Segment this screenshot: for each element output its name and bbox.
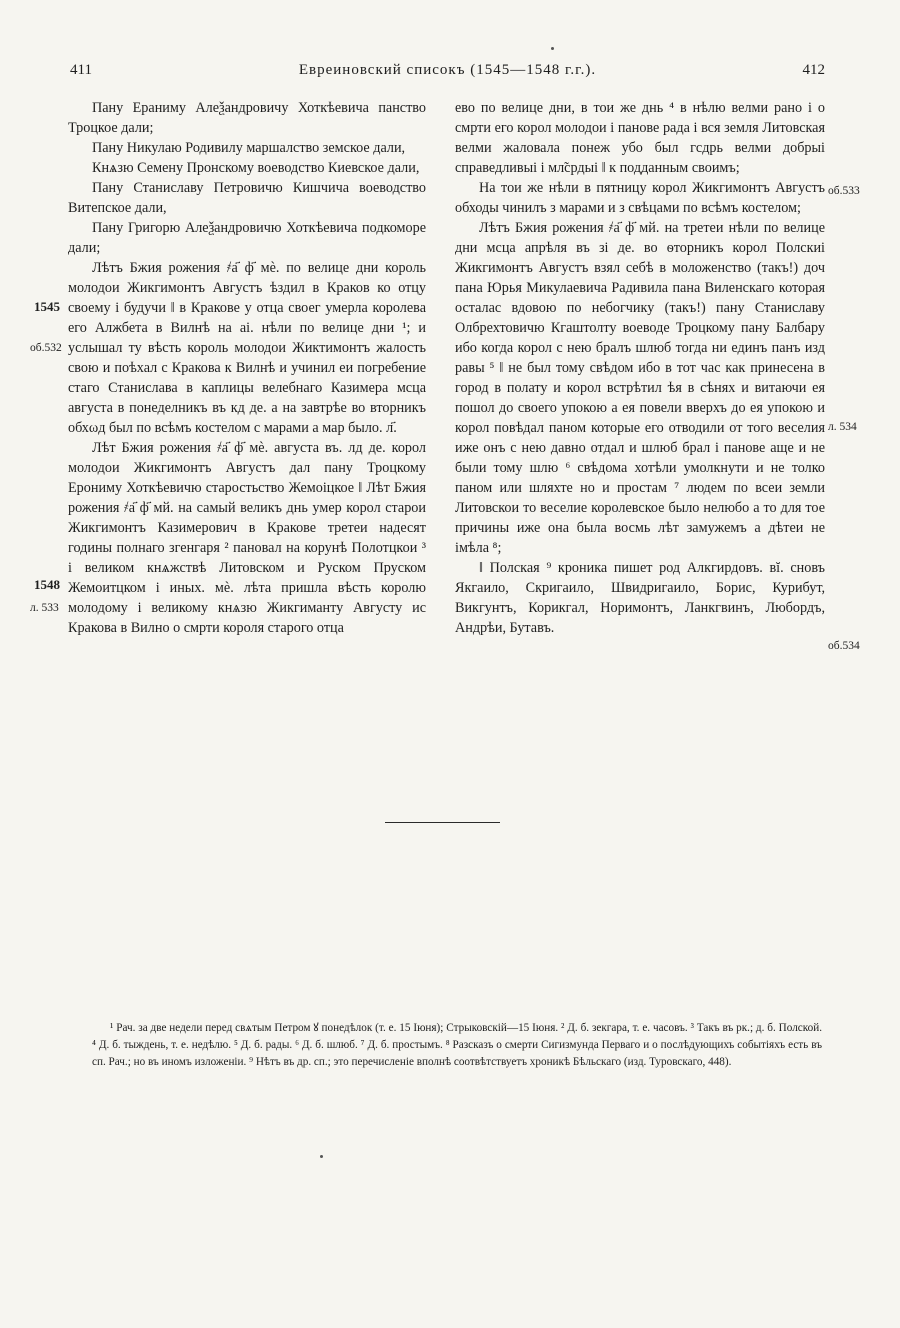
paragraph: ‖ Полская ⁹ кроника пишет род Алкгирдовъ. вĭ. сновъ Якгаило, Скригаило, Швидригаило, Борис, Курибут, Викгунтъ, Корикгал, Норимонтъ, Ланкгвинъ, Любордъ, Андрѣи, Бутавъ. — [455, 560, 825, 636]
print-speck — [320, 1155, 323, 1158]
left-column — [68, 98, 426, 638]
running-header — [70, 62, 825, 84]
paragraph: Лѣт Бжия рожения ҂а҃ ф҃ мѐ. августа въ. лд де. корол молодои Жикгимонтъ Августъ дал пану Троцкому Ерониму Хоткѣевичю старостьство Жемоіцкое ‖ Лѣт Бжия рожения ҂а҃ ф҃ мй. на самый великъ днь умер корол старои Жикгимонтъ Казимерович в Кракове третеи надесят годины полнаго згенгаря ² панoвал на корунѣ Полотцкои ³ і великом кнѧжствѣ Литовском и Руском Пруском Жемоитцком і иных. мѐ. лѣта пришла вѣсть королю молодому і великому кнѧзю Жикгиманту Августу ис Кракова в Вилно о смрти короля старого отца — [68, 440, 426, 636]
page-number-left: 411 — [70, 62, 92, 78]
paragraph: Пану Ераниму Алеѯандровичу Хоткѣевича панство Троцкое дали; — [68, 100, 426, 136]
page-number-right: 412 — [802, 62, 825, 78]
right-column — [455, 98, 825, 638]
paragraph: На тои же нѣли в пятницу корол Жикгимонтъ Августъ обходы чинилъ з марами и з свѣцами по всѣмъ костелом; — [455, 180, 825, 216]
margin-folio-ob533: об.533 — [828, 185, 860, 197]
paragraph: Лѣтъ Бжия рожения ҂а҃ ф҃ мй. на третеи нѣли по велице дни мсца апрѣля въ зі де. во ѳторникъ корол Полскиі Жикгимонтъ Августъ взял себѣ в моложенство (такъ!) доч пана Юрья Микулаевича Радивила пана Виленскаго которая осталас вдовою по небогчику (такъ!) пану Станиславу Олбрехтовичю Кгаштолту воеводе Троцкому пану Балбару ибо когда корол с нею бралъ шлюб тогда ни единъ панъ изд равы ⁵ ‖ не был тому свѣдом ибо в тот час как принесена в город в полату и корол встрѣтил ѣя в сѣнях и витаючи ея пошол до своего упокою а ея повели вверхъ до ея упокою и корол повѣдал паном которые его отводили от того веселия иже онъ с нею давно отдал и шлюб брал і панове аще и не были тому шлю ⁶ свѣдома хотѣли умолкнути и не толко паном или шляхте но и простам ⁷ людем по всеи земли Литовскои то веселие королевское было нелюбо а то для тое причины иже она была восмь лѣт замужемъ а дѣтеи не імѣла ⁸; — [455, 220, 825, 556]
paragraph: ево по велице дни, в тои же днь ⁴ в нѣлю велми рано і о смрти его корол молодои і панове рада і вся земля Литовская велми жаловала понеж убо был гсдрь велми добрыі справедливыі і мл̃срдыі ‖ к подданным своимъ; — [455, 100, 825, 176]
print-speck — [551, 47, 554, 50]
margin-folio-l534: л. 534 — [828, 421, 857, 433]
margin-year-1545: 1545 — [34, 299, 60, 314]
footnotes — [92, 1020, 822, 1071]
paragraph: Пану Станиславу Петровичю Кишчича воеводство Витепское дали, — [68, 180, 426, 216]
paragraph: Пану Григорю Алеѯандровичю Хоткѣевича подкоморе дали; — [68, 220, 426, 256]
paragraph: Лѣтъ Бжия рожения ҂а҃ ф҃ мѐ. по велице дни король молодои Жикгимонтъ Августъ ѣздил в Краков ко отцу своему і будучи ‖ в Кракове у отца своег умерла королева его Алжбета в Вилнѣ на аі. нѣли по велице дни ¹; и услышал ту вѣсть король молодои Жиктимонтъ жалость свою и поѣхал с Кракова к Вилнѣ и учинил еи погребение стаго Станислава в каплицы велебнаго Казимера мсца августа в понеделникъ въ кд де. а на завтрѣе во вторникъ обхωд был по всѣмъ костелом с марами а мар было. л҃. — [68, 260, 426, 436]
running-title: Евреиновский списокъ (1545—1548 г.г.). — [298, 62, 597, 78]
margin-folio-ob532: об.532 — [30, 342, 62, 354]
paragraph: Кнѧзю Семену Пронскому воеводство Киевское дали, — [92, 160, 420, 176]
margin-folio-l533: л. 533 — [30, 602, 59, 614]
margin-folio-ob534: об.534 — [828, 640, 860, 652]
section-divider — [385, 822, 500, 823]
paragraph: Пану Никулаю Родивилу маршалство земское дали, — [92, 140, 406, 156]
footnote-text: ¹ Рач. за две недели перед свѧтым Петром ꙋ понедѣлок (т. е. 15 Іюня); Стрыковскій—15 Іюня. ² Д. б. зекгара, т. е. часовъ. ³ Такъ въ рк.; д. б. Полской. ⁴ Д. б. тыждень, т. е. недѣлю. ⁵ Д. б. рады. ⁶ Д. б. шлюб. ⁷ Д. б. простымъ. ⁸ Разсказъ о смерти Сигизмунда Перваго и о послѣдующихъ событіяхъ есть въ сп. Рач.; но въ иномъ изложеніи. ⁹ Нѣтъ въ др. сп.; это перечисленіе вполнѣ соотвѣтствуетъ хроникѣ Бѣльскаго (изд. Туровскаго, 448). — [92, 1022, 822, 1068]
margin-year-1548: 1548 — [34, 577, 60, 592]
